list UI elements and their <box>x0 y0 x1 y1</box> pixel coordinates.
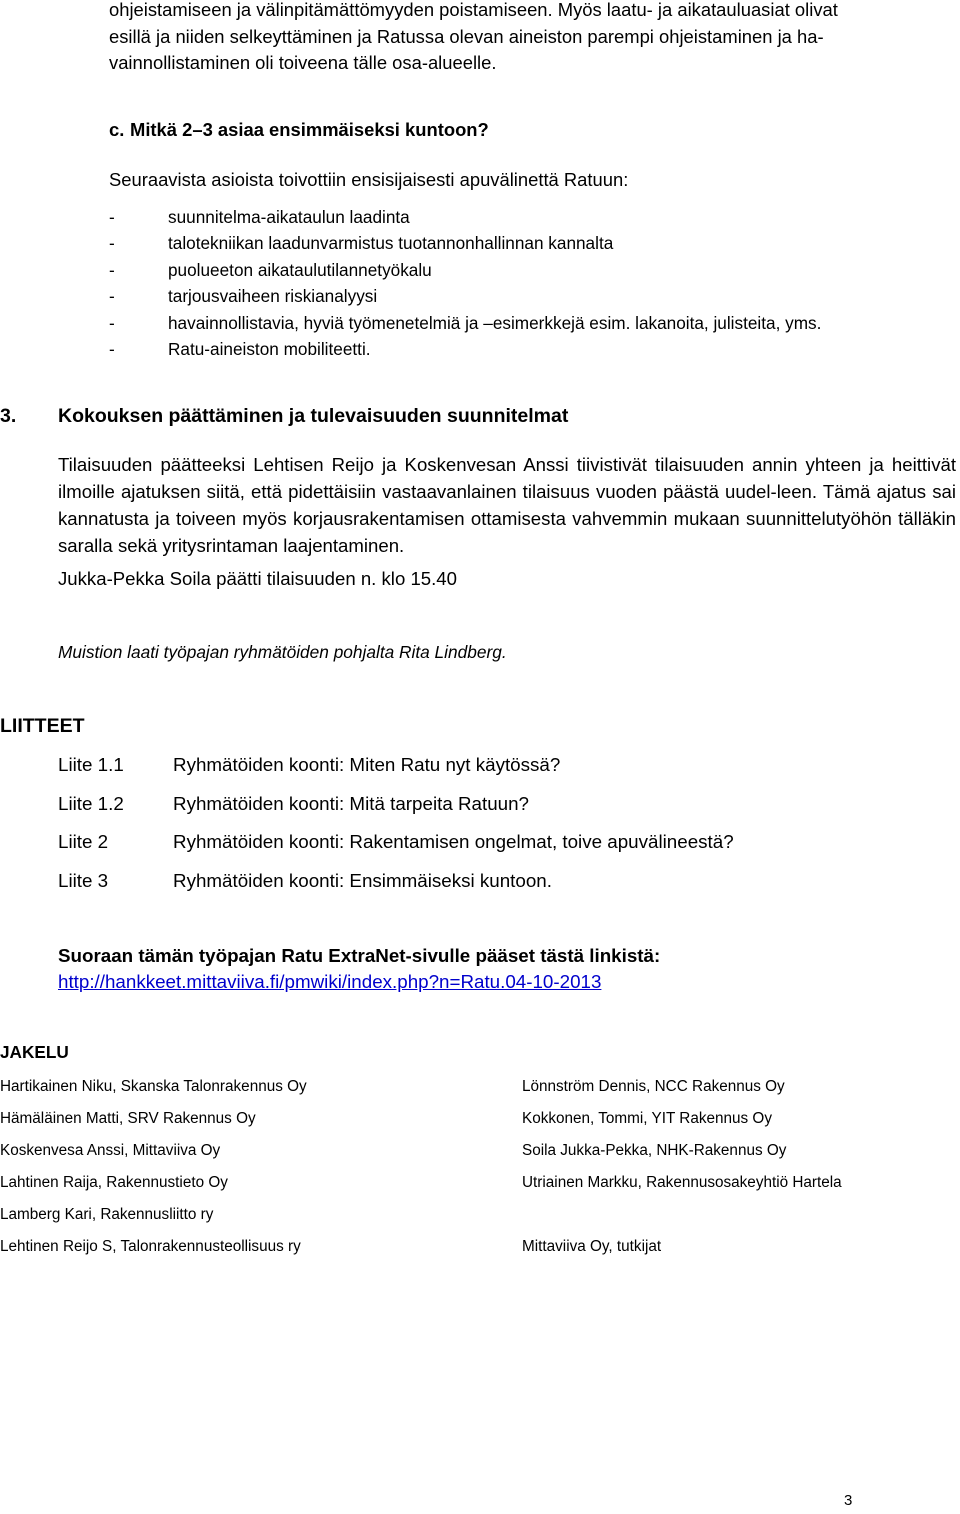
section-3-number: 3. <box>0 405 17 427</box>
extranet-link[interactable]: http://hankkeet.mittaviiva.fi/pmwiki/index.php?n=Ratu.04-10-2013 <box>58 971 602 992</box>
intro-line: ohjeistamiseen ja välinpitämättömyyden poistamiseen. Myös laatu- ja aikatauluasiat olivat <box>109 0 838 20</box>
attachment-code: Liite 1.1 <box>58 754 124 775</box>
list-item: - talotekniikan laadunvarmistus tuotannonhallinnan kannalta <box>109 233 614 254</box>
intro-line: esillä ja niiden selkeyttäminen ja Ratussa olevan aineiston parempi ohjeistaminen ja ha- <box>109 25 824 47</box>
distribution-right-item: Utriainen Markku, Rakennusosakeyhtiö Hartela <box>522 1174 842 1191</box>
distribution-left-item: Koskenvesa Anssi, Mittaviiva Oy <box>0 1142 221 1159</box>
list-item-text: Ratu-aineiston mobiliteetti. <box>168 339 371 360</box>
list-item-text: tarjousvaiheen riskianalyysi <box>168 286 378 307</box>
distribution-left-item: Hämäläinen Matti, SRV Rakennus Oy <box>0 1110 256 1127</box>
distribution-heading: JAKELU <box>0 1042 69 1062</box>
attachment-text: Ryhmätöiden koonti: Ensimmäiseksi kuntoon. <box>173 870 552 891</box>
list-item-text: havainnollistavia, hyviä työmenetelmiä ja –esimerkkejä esim. lakanoita, julisteita, yms. <box>168 312 822 333</box>
attachment-code: Liite 3 <box>58 870 109 891</box>
attachment-code: Liite 2 <box>58 831 109 852</box>
section-c-list <box>109 204 959 362</box>
attachment-text: Ryhmätöiden koonti: Miten Ratu nyt käytössä? <box>173 754 561 775</box>
attachment-row <box>58 754 560 776</box>
list-item-text: suunnitelma-aikataulun laadinta <box>168 207 410 227</box>
section-3-heading <box>0 405 568 428</box>
intro-paragraph <box>109 0 954 77</box>
page-number: 3 <box>844 1492 853 1509</box>
list-item: - Ratu-aineiston mobiliteetti. <box>109 339 371 360</box>
distribution-left-item: Hartikainen Niku, Skanska Talonrakennus Oy <box>0 1078 307 1095</box>
attachment-text: Ryhmätöiden koonti: Mitä tarpeita Ratuun? <box>173 793 530 814</box>
list-item-text: talotekniikan laadunvarmistus tuotannonhallinnan kannalta <box>168 233 614 254</box>
section-c-heading <box>109 119 489 141</box>
section-c-lead: Seuraavista asioista toivottiin ensisijaisesti apuvälinettä Ratuun: <box>109 169 629 190</box>
distribution-right-item: Mittaviiva Oy, tutkijat <box>522 1238 662 1255</box>
list-item: - havainnollistavia, hyviä työmenetelmiä ja –esimerkkejä esim. lakanoita, julisteita, yms. <box>109 312 822 333</box>
author-note: Muistion laati työpajan ryhmätöiden pohjalta Rita Lindberg. <box>58 642 507 662</box>
list-item: - suunnitelma-aikataulun laadinta <box>109 207 410 227</box>
closing-line: Jukka-Pekka Soila päätti tilaisuuden n. klo 15.40 <box>58 568 457 589</box>
attachments-heading: LIITTEET <box>0 715 85 737</box>
section-c-number: c. <box>109 119 125 140</box>
distribution-right-item: Soila Jukka-Pekka, NHK-Rakennus Oy <box>522 1142 787 1159</box>
distribution-right-item: Kokkonen, Tommi, YIT Rakennus Oy <box>522 1110 772 1127</box>
attachment-row <box>58 831 734 853</box>
attachment-row <box>58 870 552 892</box>
intro-line: vainnollistaminen oli toiveena tälle osa-alueelle. <box>109 52 497 73</box>
section-c-title: Mitkä 2–3 asiaa ensimmäiseksi kuntoon? <box>130 119 489 140</box>
section-3-title: Kokouksen päättäminen ja tulevaisuuden suunnitelmat <box>58 405 569 427</box>
distribution-left-item: Lahtinen Raija, Rakennustieto Oy <box>0 1174 228 1191</box>
list-item: - puolueeton aikataulutilannetyökalu <box>109 259 432 280</box>
section-3-paragraph: Tilaisuuden päätteeksi Lehtisen Reijo ja Koskenvesan Anssi tiivistivät tilaisuuden annin yhteen ja heittivät ilmoille ajatuksen siitä, että pidettäisiin vastaavanlainen tilaisuus vuoden päästä uudel-leen. Tämä ajatus sai kannatusta ja toiveen myös korjausrakentamisen ottamisesta vahvemmin mukaan suunnittelutyöhön tälläkin saralla sekä yritysrintaman laajentaminen. <box>58 454 956 556</box>
link-heading: Suoraan tämän työpajan Ratu ExtraNet-sivulle pääset tästä linkistä: <box>58 945 661 966</box>
list-item-text: puolueeton aikataulutilannetyökalu <box>168 259 432 280</box>
attachment-text: Ryhmätöiden koonti: Rakentamisen ongelmat, toive apuvälineestä? <box>173 831 734 852</box>
attachment-code: Liite 1.2 <box>58 793 124 814</box>
attachment-row <box>58 793 529 815</box>
list-item: - tarjousvaiheen riskianalyysi <box>109 286 378 307</box>
distribution-left-item: Lamberg Kari, Rakennusliitto ry <box>0 1206 214 1223</box>
distribution-left-item: Lehtinen Reijo S, Talonrakennusteollisuus ry <box>0 1238 301 1255</box>
distribution-right-item: Lönnström Dennis, NCC Rakennus Oy <box>522 1078 785 1095</box>
